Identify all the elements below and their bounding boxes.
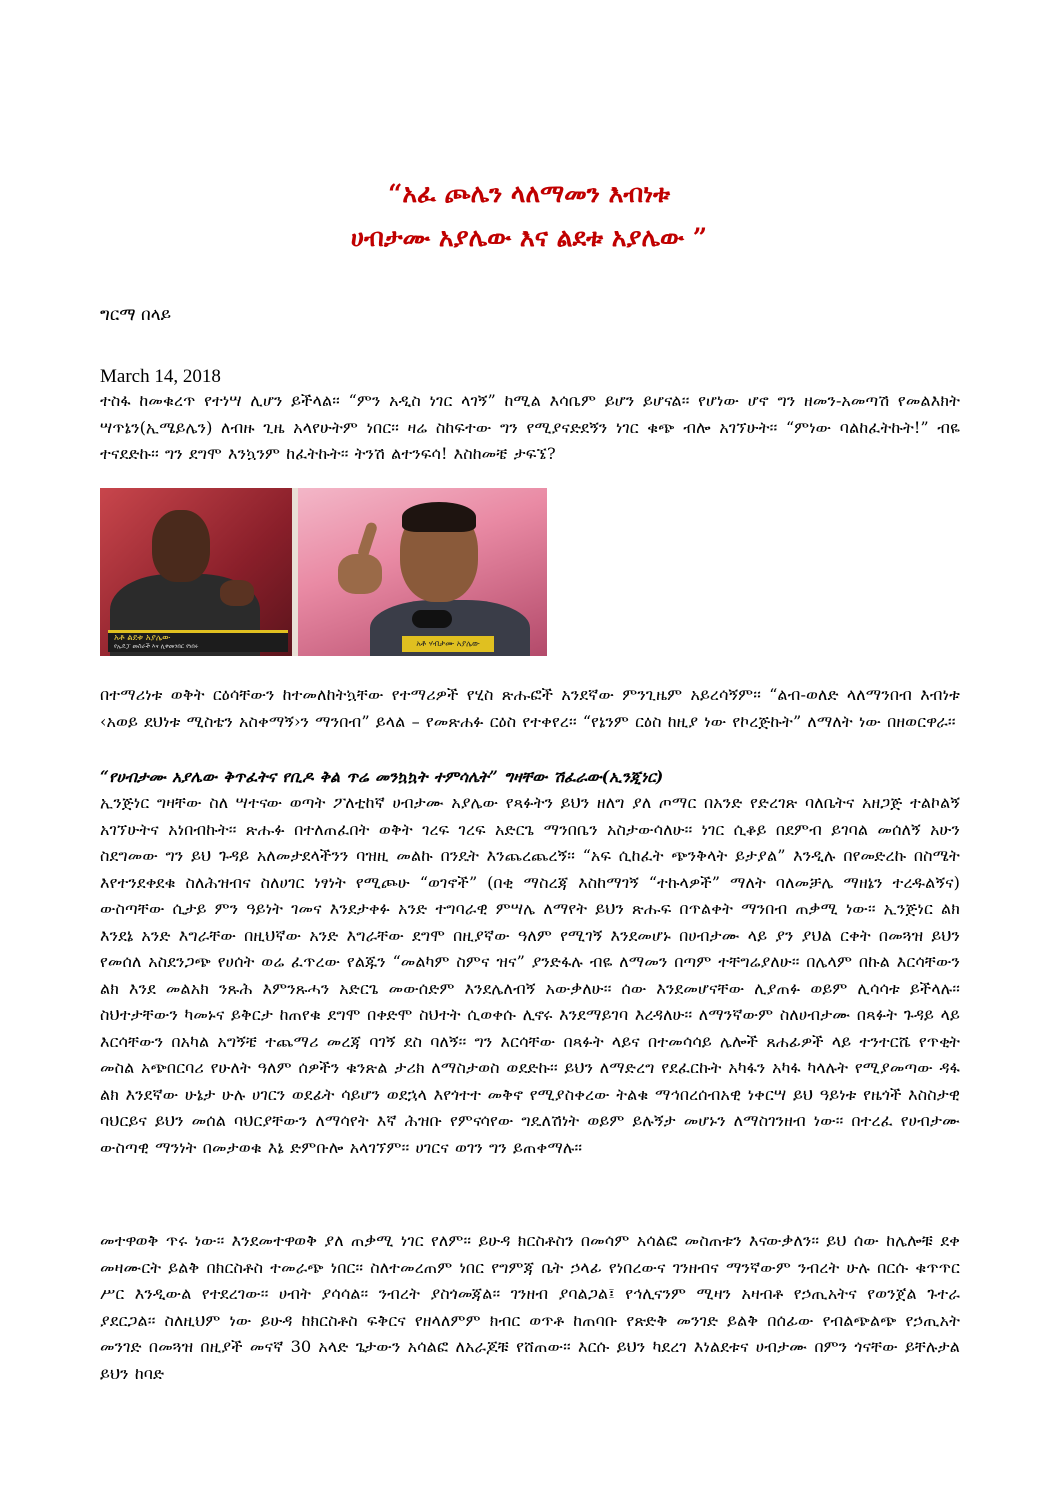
paragraph-essay-title: በተማሪነቱ ወቅት ርዕሳቸውን ከተመለከትኳቸው የተማሪዎች የሂስ ጽሑፎች አንደኛው ምንጊዜም አይረሳኝም፡፡ “ልብ-ወለድ ላለማንበብ እብነቱ ‹አወይ ደህነቱ ሚስቴን አስቀማኝ›ን ማንበብ” ይላል – የመጽሐፉ ርዕስ የተቀየረ፡፡ “የኔንም ርዕስ ከዚያ ነው የኮረጅኩት” ለማለት ነው በዘወርዋራ፡፡ <box>100 685 960 731</box>
photo-caption-left <box>108 630 288 652</box>
person-right-hand <box>338 554 382 594</box>
paragraph-main: ኢንጅነር ግዛቸው ስለ ሣተናው ወጣት ፖለቲከኛ ሀብታሙ አያሌው የጻፉትን ይህን ዘለግ ያለ ጦማር በአንድ የድረገጽ ባለቤትና አዘጋጅ ተልኮልኝ አገኘሁትና አነበብኩት፡፡ ጽሑፉ በተለጠፈበት ወቅት ገረፍ ገረፍ አድርጌ ማንበቤን አስታውሳለሁ፡፡ ነገር ሲቆይ በደምብ ይገባል መሰለኝ አሁን ስደግመው ግን ይህ ጉዳይ አለመታደላችንን ባዝዚ መልኩ በንዴት እንጨረጨረኝ፡፡ “አፍ ሲከፈት ጭንቅላት ይታያል” እንዲሉ በየመድረኩ በስሜት እየተንደቀደቁ ስለሕዝብና ስለሀገር ነፃነት የሚጮሁ “ወገኖች” (በቂ ማስረጃ እስከማገኝ “ተኩላዎች” ማለት ባለመቻሌ ማዘኔን ተረዱልኝና) ውስጣቸው ሲታይ ምን ዓይነት ገመና እንደታቀፉ አንድ ተግባራዊ ምሣሌ ለማየት ይህን ጽሑፍ በጥልቀት ማንበብ ጠቃሚ ነው፡፡ ኢንጅነር ልክ እንደኔ አንድ እግራቸው በዚህኛው አንድ እግራቸው ደግሞ በዚያኛው ዓለም የሚገኝ እንደመሆኑ በሀብታሙ ላይ ያን ያህል ርቀት በመጓዝ ይህን የመሰለ አስደንጋጭ የሀሰት ወሬ ፈጥረው የልጁን “መልካም ስምና ዝና” ያንድፋሉ ብዬ ለማመን በጣም ተቸግሬያለሁ፡፡ በሌላም በኩል እርሳቸውን ልክ እንደ መልአክ ንጹሕ እምንጹሓን አድርጌ መውሰድም እንደሌለብኝ አውቃለሁ፡፡ ሰው እንደመሆናቸው ሊያጠፉ ወይም ሊሳሳቱ ይችላሉ፡፡ ስህተታቸውን ካመኑና ይቅርታ ከጠየቁ ደግሞ በቀድሞ ስህተት ሲወቀሱ ሊኖሩ እንደማይገባ እረዳለሁ፡፡ ለማንኛውም ስለሀብታሙ በጻፉት ጉዳይ ላይ እርሳቸውን በአካል አግኝቼ ተጨማሪ መረጃ ባገኝ ደስ ባለኝ፡፡ ግን እርሳቸው በጻፉት ላይና በተመሳሳይ ሌሎች ጸሐፊዎች ላይ ተንተርሼ የጥቂት መስል አጭበርባሪ የሁለት ዓለም ሰዎችን ቁንጽል ታሪክ ለማስታወስ ወደድኩ፡፡ ይህን ለማድረግ የደፈርኩት አካፋን አካፋ ካላሉት የሚያመጣው ዳፋ ልክ እንደኛው ሁኔታ ሁሉ ሀገርን ወደፊት ሳይሆን ወደኋላ እየጎተተ መቅኖ የሚያስቀረው ትልቁ ማኅበረሰብአዊ ነቀርሣ ይህ ዓይነቱ የዜጎች እስስታዊ ባህርይና ይህን መሰል ባህርያቸውን ለማሳየት እኛ ሕዝቡ የምናሳየው ግዴለሽነት ወይም ይሉኝታ መሆኑን ለማስገንዘብ ነው፡፡ በተረፈ የሀብታሙ ውስጣዊ ማንነት በመታወቁ እኔ ድምቡሎ አላገኘም፡፡ ሀገርና ወገን ግን ይጠቀማሉ፡፡ <box>100 793 960 1157</box>
paragraph-judas: መተዋወቅ ጥሩ ነው፡፡ እንደመተዋወቅ ያለ ጠቃሚ ነገር የለም፡፡ ይሁዳ ክርስቶስን በመሳም አሳልፎ መስጠቱን እናውቃለን፡፡ ይህ ሰው ከሌሎቹ ደቀ መዛሙርት ይልቅ በክርስቶስ ተመራጭ ነበር፡፡ ስለተመረጠም ነበር የግምጃ ቤት ኃላፊ የነበረውና ገንዘብና ማንኛውም ንብረት ሁሉ በርሱ ቁጥጥር ሥር እንዲውል የተደረገው፡፡ ሀብት ያሳሳል፡፡ ንብረት ያስጎመጃል፡፡ ገንዘብ ያባልጋል፤ የኅሊናንም ሚዛን አዛብቶ የኃጢአትና የወንጀል ጉተራ ያደርጋል፡፡ ስለዚህም ነው ይሁዳ ከክርስቶስ ፍቅርና የዘላለምም ክብር ወጥቶ ከጠባቡ የጽድቅ መንገድ ይልቅ በሰፊው የብልጭልጭ የኃጢአት መንገድ በመጓዝ በዚያች መናኛ 30 አላድ ጌታውን አሳልፎ ለአራጆቹ የሸጠው፡፡ እርሱ ይህን ካደረገ እነልደቱና ሀብታሙ በምን ጎናቸው ይቸሉታል ይህን ከባድ <box>100 1231 960 1383</box>
author-name: ግርማ በላይ <box>100 305 172 325</box>
microphone <box>412 610 452 628</box>
person-right-hair <box>402 502 476 532</box>
quoted-article-heading: “የሀብታሙ አያሌው ቅጥፈትና የቢዶ ቅል ጥሬ መንኳኳት ተምሳሌት” ግዛቸው ሽፈራው(ኢንጂነር) <box>100 767 664 786</box>
photo-divider <box>292 488 298 656</box>
article-date: March 14, 2018 <box>100 366 221 387</box>
article-photo <box>100 488 547 656</box>
person-left-hand <box>220 580 254 606</box>
title-line-2: ሀብታሙ አያሌው እና ልደቱ አያሌው ” <box>350 223 708 252</box>
paragraph-intro: ተስፋ ከመቁረጥ የተነሣ ሊሆን ይችላል፡፡ “ምን አዲስ ነገር ላገኝ” ከሚል እሳቤም ይሆን ይሆናል፡፡ የሆነው ሆኖ ግን ዘመን-አመጣሽ የመልእክት ሣጥኔን(ኢሜይሌን) ለብዙ ጊዜ አላየሁትም ነበር፡፡ ዛሬ ስከፍተው ግን የሚያናድደኝን ነገር ቁጭ ብሎ አገኘሁት፡፡ “ምነው ባልከፈትኩት!” ብዬ ተናደድኩ፡፡ ግን ደግሞ እንኳንም ከፈትኩት፡፡ ትንሽ ልተንፍሳ! እስከመቼ ታፍኜ? <box>100 391 960 463</box>
caption-left-name: አቶ ልደቱ አያሌው <box>114 633 171 643</box>
photo-caption-right: አቶ ሃብታሙ አያሌው <box>402 636 494 652</box>
article-title <box>100 172 958 260</box>
caption-left-subtitle: የኢዴፓ መስራች እና ሊቀመንበር የነበሩ <box>114 643 199 650</box>
person-left-head <box>152 510 210 582</box>
title-line-1: “አፈ ጮሌን ላለማመን እብነቱ <box>387 179 671 208</box>
